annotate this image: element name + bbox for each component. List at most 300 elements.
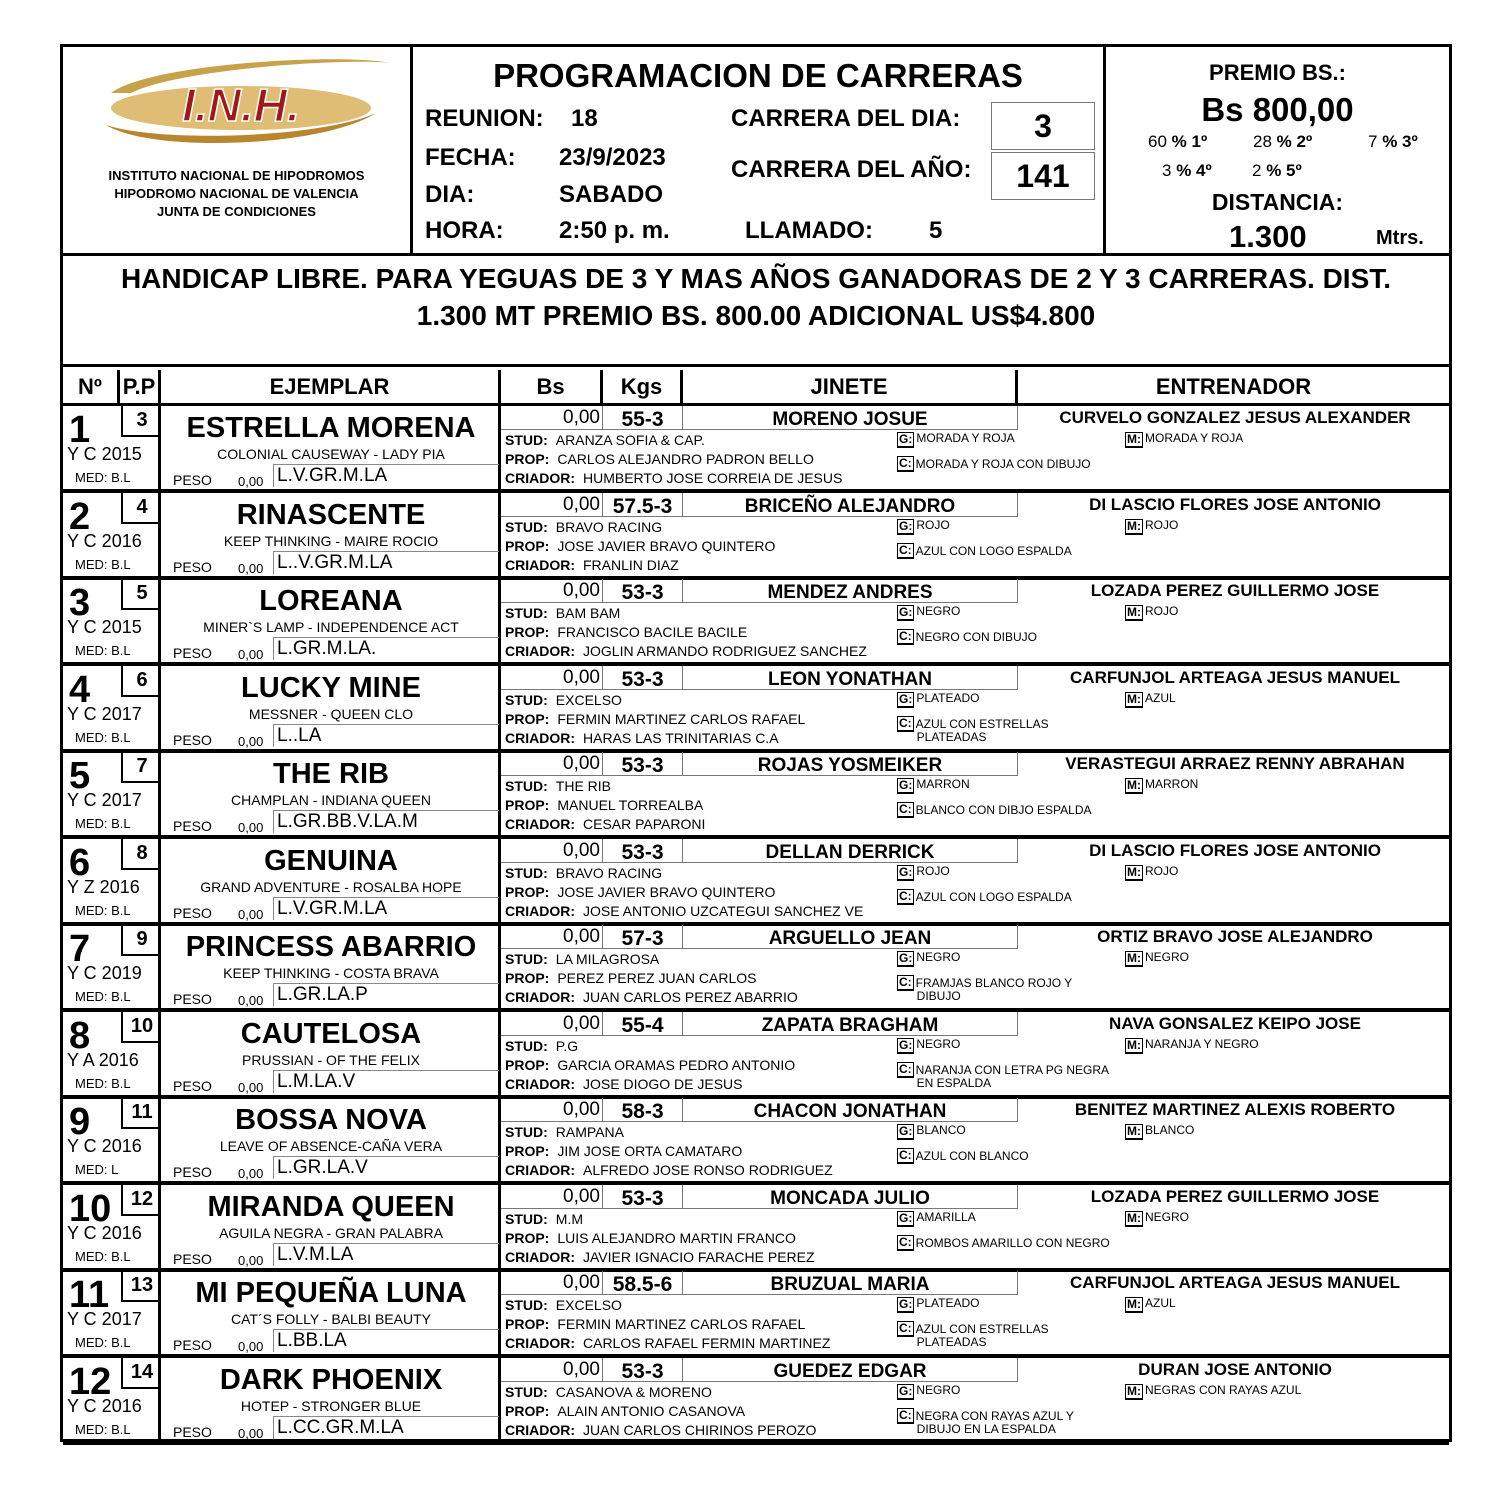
race-info [413, 47, 1106, 253]
institution-line: HIPODROMO NACIONAL DE VALENCIA [114, 186, 359, 201]
post-position: 11 [121, 1098, 161, 1129]
post-position: 8 [121, 839, 161, 870]
distancia-unit: Mtrs. [1376, 227, 1424, 249]
jacket-colors: C: NEGRO CON DIBUJO [899, 629, 1038, 644]
equipment: L.GR.M.LA. [273, 637, 499, 660]
race-conditions [63, 256, 1449, 367]
prop-line: PROP: FERMIN MARTINEZ CARLOS RAFAEL [505, 1316, 806, 1332]
race-program-sheet [60, 44, 1452, 1442]
bs-value: 0,00 [501, 666, 603, 690]
entry-number: 11 [69, 1274, 110, 1316]
pedigree: CAT´S FOLLY - BALBI BEAUTY [231, 1311, 431, 1327]
criador-line: CRIADOR: JOSE ANTONIO UZCATEGUI SANCHEZ VE [505, 902, 864, 919]
medication: MED: L [75, 1162, 119, 1177]
trainer-silks: M: BLANCO [1127, 1123, 1195, 1138]
peso-label: PESO [173, 558, 212, 575]
entry-number: 3 [69, 582, 91, 624]
table-row [63, 493, 1449, 580]
entry-number: 6 [69, 841, 91, 884]
peso-value: 0,00 [238, 1425, 264, 1441]
peso-value: 0,00 [238, 1339, 264, 1354]
medication: MED: B.L [75, 556, 131, 572]
horse-name: BOSSA NOVA [235, 1104, 427, 1136]
sex-year: Y C 2015 [67, 617, 142, 637]
info-cell [501, 752, 1449, 835]
jockey-silks: G: PLATEADO [899, 1296, 980, 1311]
pedigree: LEAVE OF ABSENCE-CAÑA VERA [219, 1138, 443, 1154]
prop-line: PROP: FRANCISCO BACILE BACILE [505, 624, 748, 640]
criador-line: CRIADOR: JOGLIN ARMANDO RODRIGUEZ SANCHEZ [505, 643, 867, 659]
prop-line: PROP: PEREZ PEREZ JUAN CARLOS [505, 970, 757, 986]
trainer-name: NAVA GONSALEZ KEIPO JOSE [1109, 1013, 1361, 1033]
trainer-name: CARFUNJOL ARTEAGA JESUS MANUEL [1070, 667, 1400, 687]
horse-name: ESTRELLA MORENA [186, 412, 476, 444]
kgs-value: 55-4 [603, 1012, 683, 1036]
info-cell [501, 839, 1449, 922]
medication: MED: B.L [75, 470, 131, 485]
jockey-name: MORENO JOSUE [683, 406, 1018, 430]
horse-cell [161, 1185, 501, 1268]
bs-value: 0,00 [501, 406, 603, 430]
equipment: L.V.M.LA [273, 1243, 499, 1266]
kgs-value: 53-3 [603, 1358, 683, 1382]
sex-year: Y A 2016 [67, 1049, 139, 1070]
peso-label: PESO [173, 1250, 212, 1267]
page-title: PROGRAMACION DE CARRERAS [493, 57, 1023, 94]
equipment: L.GR.LA.V [273, 1156, 499, 1179]
peso-value: 0,00 [238, 820, 264, 835]
kgs-value: 58.5-6 [603, 1271, 683, 1295]
horse-name: CAUTELOSA [240, 1017, 422, 1050]
jockey-name: MONCADA JULIO [683, 1185, 1018, 1209]
post-position: 6 [121, 666, 161, 697]
table-row [63, 406, 1449, 493]
peso-label: PESO [173, 472, 212, 488]
info-cell [501, 666, 1449, 749]
jockey-silks: G: MORADA Y ROJA [899, 431, 1015, 446]
criador-line: CRIADOR: JOSE DIOGO DE JESUS [505, 1075, 743, 1092]
pct-2: 28 % 2º [1253, 132, 1313, 151]
entry-number: 2 [69, 495, 91, 538]
entry-number: 10 [69, 1187, 112, 1230]
jockey-name: DELLAN DERRICK [683, 839, 1018, 863]
peso-value: 0,00 [238, 906, 264, 922]
table-row [63, 752, 1449, 839]
peso-value: 0,00 [238, 560, 264, 576]
jockey-name: BRICEÑO ALEJANDRO [683, 493, 1018, 517]
equipment: L.V.GR.M.LA [273, 897, 499, 920]
reunion-label: REUNION: [425, 105, 544, 132]
trainer-name: ORTIZ BRAVO JOSE ALEJANDRO [1097, 927, 1373, 946]
institution-line: JUNTA DE CONDICIONES [157, 204, 316, 219]
criador-line: CRIADOR: FRANLIN DIAZ [505, 556, 679, 573]
col-num: Nº [63, 370, 120, 403]
horse-cell [161, 1012, 501, 1095]
entry-number: 8 [69, 1014, 91, 1057]
peso-label: PESO [173, 991, 212, 1007]
jockey-silks: G: NEGRO [899, 950, 961, 965]
post-position: 14 [121, 1358, 161, 1389]
pedigree: PRUSSIAN - OF THE FELIX [242, 1051, 420, 1068]
horse-cell [161, 925, 501, 1008]
table-row [63, 925, 1449, 1012]
peso-value: 0,00 [238, 1079, 264, 1095]
horse-cell [161, 1271, 501, 1354]
jockey-silks: G: NEGRO [899, 604, 961, 619]
sex-year: Y C 2019 [67, 963, 142, 983]
peso-label: PESO [173, 731, 212, 748]
horse-cell [161, 406, 501, 489]
jacket-colors: C: ROMBOS AMARILLO CON NEGRO [899, 1234, 1110, 1250]
pct-3: 7 % 3º [1368, 132, 1418, 151]
prop-line: PROP: ALAIN ANTONIO CASANOVA [505, 1402, 746, 1419]
jockey-name: ZAPATA BRAGHAM [683, 1012, 1018, 1036]
sex-year: Y C 2016 [67, 1222, 142, 1243]
conditions-line: 1.300 MT PREMIO BS. 800.00 ADICIONAL US$4.800 [416, 300, 1096, 331]
carrera-dia-value: 3 [991, 102, 1095, 150]
trainer-silks: M: AZUL [1127, 690, 1176, 706]
kgs-value: 57-3 [603, 925, 683, 949]
jockey-silks: G: NEGRO [899, 1382, 961, 1398]
jacket-colors: C: NEGRA CON RAYAS AZUL Y DIBUJO EN LA ESPALDA [899, 1407, 1074, 1436]
equipment: L.GR.LA.P [273, 983, 499, 1006]
col-bs: Bs [501, 370, 603, 403]
jockey-silks: G: PLATEADO [899, 690, 980, 706]
bs-value: 0,00 [501, 493, 603, 517]
pedigree: GRAND ADVENTURE - ROSALBA HOPE [200, 878, 462, 895]
info-cell [501, 1098, 1449, 1181]
peso-label: PESO [173, 1077, 212, 1094]
hora-value: 2:50 p. m. [559, 217, 670, 244]
col-jinete: JINETE [683, 370, 1018, 403]
entry-number: 12 [69, 1360, 112, 1403]
num-cell [63, 1098, 161, 1181]
trainer-name: VERASTEGUI ARRAEZ RENNY ABRAHAN [1065, 754, 1405, 773]
col-kgs: Kgs [603, 370, 683, 403]
table-row [63, 1185, 1449, 1272]
equipment: L..V.GR.M.LA [273, 551, 499, 574]
jacket-colors: C: FRAMJAS BLANCO ROJO Y DIBUJO [899, 975, 1073, 1003]
pct-1: 60 % 1º [1148, 132, 1208, 151]
num-cell [63, 579, 161, 662]
trainer-name: LOZADA PEREZ GUILLERMO JOSE [1090, 581, 1380, 600]
bs-value: 0,00 [501, 925, 603, 949]
criador-line: CRIADOR: HARAS LAS TRINITARIAS C.A [505, 729, 779, 746]
bs-value: 0,00 [501, 1012, 603, 1036]
info-cell [501, 493, 1449, 576]
trainer-name: DURAN JOSE ANTONIO [1138, 1359, 1332, 1379]
kgs-value: 53-3 [603, 666, 683, 690]
sex-year: Y C 2016 [67, 1395, 142, 1416]
medication: MED: B.L [75, 1075, 131, 1091]
prop-line: PROP: JOSE JAVIER BRAVO QUINTERO [505, 883, 776, 900]
jockey-silks: G: NEGRO [899, 1036, 961, 1052]
stud-line: STUD: BAM BAM [505, 605, 621, 621]
logo-box [63, 47, 413, 253]
table-row [63, 839, 1449, 926]
pedigree: KEEP THINKING - MAIRE ROCIO [223, 532, 439, 549]
entry-number: 7 [69, 928, 91, 970]
trainer-name: CURVELO GONZALEZ JESUS ALEXANDER [1059, 408, 1411, 427]
horse-cell [161, 839, 501, 922]
horse-cell [161, 666, 501, 749]
entry-number: 5 [69, 755, 91, 797]
prize-info [1106, 47, 1449, 253]
criador-line: CRIADOR: JUAN CARLOS PEREZ ABARRIO [505, 989, 798, 1005]
info-cell [501, 925, 1449, 1008]
stud-line: STUD: ARANZA SOFIA & CAP. [505, 432, 705, 448]
trainer-silks: M: ROJO [1127, 604, 1179, 619]
kgs-value: 53-3 [603, 752, 683, 776]
jacket-colors: C: MORADA Y ROJA CON DIBUJO [899, 456, 1091, 471]
entry-number: 4 [69, 668, 91, 711]
trainer-name: DI LASCIO FLORES JOSE ANTONIO [1089, 494, 1381, 514]
col-entrenador: ENTRENADOR [1155, 374, 1312, 399]
info-cell [501, 579, 1449, 662]
jockey-name: BRUZUAL MARIA [683, 1271, 1018, 1295]
pedigree: COLONIAL CAUSEWAY - LADY PIA [217, 446, 445, 462]
jockey-name: ARGUELLO JEAN [683, 925, 1018, 949]
horse-name: RINASCENTE [236, 498, 426, 531]
jockey-silks: G: ROJO [899, 517, 950, 533]
equipment: L..LA [273, 724, 499, 747]
jacket-colors: C: AZUL CON BLANCO [899, 1148, 1029, 1163]
logo-text: I.N.H. [182, 79, 300, 131]
premio-label: PREMIO BS.: [1209, 60, 1346, 85]
pedigree: KEEP THINKING - COSTA BRAVA [223, 965, 439, 981]
pct-5: 2 % 5º [1252, 161, 1302, 180]
institution-line: INSTITUTO NACIONAL DE HIPODROMOS [108, 168, 365, 183]
jacket-colors: C: BLANCO CON DIBJO ESPALDA [899, 802, 1092, 817]
jockey-name: CHACON JONATHAN [683, 1098, 1018, 1122]
peso-label: PESO [173, 645, 212, 661]
column-header [63, 370, 1449, 406]
table-row [63, 666, 1449, 753]
peso-value: 0,00 [238, 474, 264, 489]
peso-value: 0,00 [238, 1166, 264, 1181]
equipment: L.M.LA.V [273, 1070, 499, 1093]
jockey-silks: G: MARRON [899, 777, 970, 792]
stud-line: STUD: RAMPANA [505, 1124, 624, 1140]
col-ejemplar: EJEMPLAR [161, 370, 501, 403]
table-row [63, 1098, 1449, 1185]
medication: MED: B.L [75, 1421, 131, 1437]
bs-value: 0,00 [501, 1358, 603, 1382]
carrera-ano-label: CARRERA DEL AÑO: [731, 156, 972, 183]
dia-value: SABADO [559, 181, 664, 208]
criador-line: CRIADOR: HUMBERTO JOSE CORREIA DE JESUS [505, 470, 843, 486]
info-cell [501, 406, 1449, 489]
sex-year: Y C 2017 [67, 1309, 142, 1329]
equipment: L.V.GR.M.LA [273, 464, 499, 487]
medication: MED: B.L [75, 1335, 131, 1350]
medication: MED: B.L [75, 643, 131, 658]
horse-cell [161, 493, 501, 576]
trainer-silks: M: NARANJA Y NEGRO [1127, 1036, 1259, 1052]
info-cell [501, 1271, 1449, 1354]
sex-year: Y Z 2016 [67, 876, 140, 897]
peso-label: PESO [173, 1164, 212, 1180]
bs-value: 0,00 [501, 579, 603, 603]
num-cell [63, 839, 161, 922]
llamado-label: LLAMADO: [745, 217, 873, 244]
jacket-colors: C: AZUL CON LOGO ESPALDA [899, 542, 1072, 558]
sex-year: Y C 2016 [67, 1136, 142, 1156]
medication: MED: B.L [75, 1248, 131, 1264]
stud-line: STUD: M.M [505, 1210, 583, 1227]
stud-line: STUD: EXCELSO [505, 1297, 622, 1313]
num-cell [63, 1012, 161, 1095]
trainer-silks: M: NEGRAS CON RAYAS AZUL [1127, 1382, 1302, 1398]
header [63, 47, 1449, 256]
medication: MED: B.L [75, 816, 131, 831]
equipment: L.CC.GR.M.LA [273, 1416, 499, 1439]
bs-value: 0,00 [501, 1098, 603, 1122]
conditions-line: HANDICAP LIBRE. PARA YEGUAS DE 3 Y MAS AÑOS GANADORAS DE 2 Y 3 CARRERAS. DIST. [120, 263, 1392, 294]
horse-cell [161, 752, 501, 835]
horse-name: MIRANDA QUEEN [207, 1190, 455, 1223]
stud-line: STUD: CASANOVA & MORENO [505, 1383, 712, 1400]
post-position: 3 [121, 406, 161, 437]
pedigree: MINER`S LAMP - INDEPENDENCE ACT [203, 619, 459, 635]
entry-number: 9 [69, 1101, 91, 1143]
kgs-value: 57.5-3 [603, 493, 683, 517]
post-position: 12 [121, 1185, 161, 1216]
distancia-value: 1.300 [1229, 219, 1307, 254]
stud-line: STUD: LA MILAGROSA [505, 951, 660, 967]
horse-name: THE RIB [273, 758, 389, 790]
jockey-name: ROJAS YOSMEIKER [683, 752, 1018, 776]
post-position: 13 [121, 1271, 161, 1302]
trainer-silks: M: NEGRO [1127, 950, 1190, 965]
criador-line: CRIADOR: ALFREDO JOSE RONSO RODRIGUEZ [505, 1162, 833, 1178]
jacket-colors: C: AZUL CON ESTRELLAS PLATEADAS [899, 1321, 1049, 1349]
bs-value: 0,00 [501, 1185, 603, 1209]
medication: MED: B.L [75, 902, 131, 918]
peso-value: 0,00 [238, 1252, 264, 1268]
pct-4: 3 % 4º [1162, 161, 1212, 180]
peso-value: 0,00 [238, 647, 264, 662]
prop-line: PROP: MANUEL TORREALBA [505, 797, 704, 813]
horse-name: DARK PHOENIX [219, 1363, 443, 1396]
horse-cell [161, 1358, 501, 1441]
prop-line: PROP: LUIS ALEJANDRO MARTIN FRANCO [505, 1229, 796, 1246]
table-row [63, 579, 1449, 666]
num-cell [63, 925, 161, 1008]
peso-value: 0,00 [238, 733, 264, 749]
horse-name: LOREANA [259, 585, 403, 617]
trainer-silks: M: ROJO [1127, 863, 1179, 879]
peso-label: PESO [173, 1337, 212, 1353]
distancia-label: DISTANCIA: [1211, 189, 1344, 215]
sex-year: Y C 2017 [67, 790, 142, 810]
equipment: L.BB.LA [273, 1329, 499, 1352]
jockey-silks: G: BLANCO [899, 1123, 966, 1138]
horse-name: PRINCESS ABARRIO [185, 931, 477, 963]
trainer-name: CARFUNJOL ARTEAGA JESUS MANUEL [1070, 1273, 1400, 1292]
peso-value: 0,00 [238, 993, 264, 1008]
reunion-value: 18 [571, 105, 598, 132]
medication: MED: B.L [75, 729, 131, 745]
medication: MED: B.L [75, 989, 131, 1004]
entry-number: 1 [69, 409, 91, 451]
hora-label: HORA: [425, 217, 504, 244]
institution-text [63, 167, 410, 221]
carrera-ano-value: 141 [991, 152, 1095, 200]
jockey-silks: G: ROJO [899, 863, 950, 879]
criador-line: CRIADOR: CARLOS RAFAEL FERMIN MARTINEZ [505, 1335, 831, 1351]
jockey-silks: G: AMARILLA [899, 1209, 976, 1225]
num-cell [63, 1271, 161, 1354]
inh-logo [91, 53, 401, 153]
bs-value: 0,00 [501, 1271, 603, 1295]
criador-line: CRIADOR: JUAN CARLOS CHIRINOS PEROZO [505, 1421, 817, 1438]
jacket-colors: C: NARANJA CON LETRA PG NEGRA EN ESPALDA [899, 1061, 1110, 1090]
trainer-silks: M: AZUL [1127, 1296, 1176, 1311]
criador-line: CRIADOR: CESAR PAPARONI [505, 816, 706, 832]
num-cell [63, 752, 161, 835]
prop-line: PROP: CARLOS ALEJANDRO PADRON BELLO [505, 451, 814, 467]
fecha-value: 23/9/2023 [559, 144, 666, 171]
pedigree: CHAMPLAN - INDIANA QUEEN [231, 792, 431, 808]
equipment: L.GR.BB.V.LA.M [273, 810, 499, 833]
post-position: 7 [121, 752, 161, 783]
criador-line: CRIADOR: JAVIER IGNACIO FARACHE PEREZ [505, 1248, 815, 1265]
stud-line: STUD: BRAVO RACING [505, 518, 663, 535]
info-cell [501, 1358, 1449, 1441]
post-position: 10 [121, 1012, 161, 1043]
kgs-value: 53-3 [603, 1185, 683, 1209]
trainer-silks: M: MARRON [1127, 777, 1199, 792]
premio-value: Bs 800,00 [1201, 91, 1354, 128]
jacket-colors: C: AZUL CON ESTRELLAS PLATEADAS [899, 715, 1049, 744]
table-row [63, 1271, 1449, 1358]
num-cell [63, 1358, 161, 1441]
num-cell [63, 666, 161, 749]
horse-name: GENUINA [264, 844, 398, 877]
jockey-name: GUEDEZ EDGAR [683, 1358, 1018, 1382]
kgs-value: 58-3 [603, 1098, 683, 1122]
horse-name: MI PEQUEÑA LUNA [195, 1277, 467, 1309]
col-pp: P.P [120, 370, 161, 403]
kgs-value: 53-3 [603, 579, 683, 603]
carrera-dia-label: CARRERA DEL DIA: [731, 105, 961, 132]
llamado-value: 5 [929, 217, 943, 244]
peso-label: PESO [173, 904, 212, 921]
peso-label: PESO [173, 1423, 212, 1440]
num-cell [63, 1185, 161, 1268]
kgs-value: 53-3 [603, 839, 683, 863]
sex-year: Y C 2015 [67, 444, 142, 464]
stud-line: STUD: P.G [505, 1037, 579, 1054]
dia-label: DIA: [425, 181, 475, 208]
trainer-name: DI LASCIO FLORES JOSE ANTONIO [1089, 840, 1381, 860]
pedigree: HOTEP - STRONGER BLUE [240, 1397, 422, 1414]
post-position: 5 [121, 579, 161, 610]
jacket-colors: C: AZUL CON LOGO ESPALDA [899, 888, 1072, 904]
peso-label: PESO [173, 818, 212, 834]
jockey-name: LEON YONATHAN [683, 666, 1018, 690]
trainer-silks: M: NEGRO [1127, 1209, 1190, 1225]
prop-line: PROP: FERMIN MARTINEZ CARLOS RAFAEL [505, 710, 806, 727]
trainer-name: LOZADA PEREZ GUILLERMO JOSE [1090, 1186, 1380, 1206]
table-row [63, 1012, 1449, 1099]
pedigree: AGUILA NEGRA - GRAN PALABRA [219, 1224, 443, 1241]
horse-name: LUCKY MINE [241, 671, 421, 704]
sex-year: Y C 2016 [67, 530, 142, 551]
num-cell [63, 493, 161, 576]
horse-cell [161, 579, 501, 662]
